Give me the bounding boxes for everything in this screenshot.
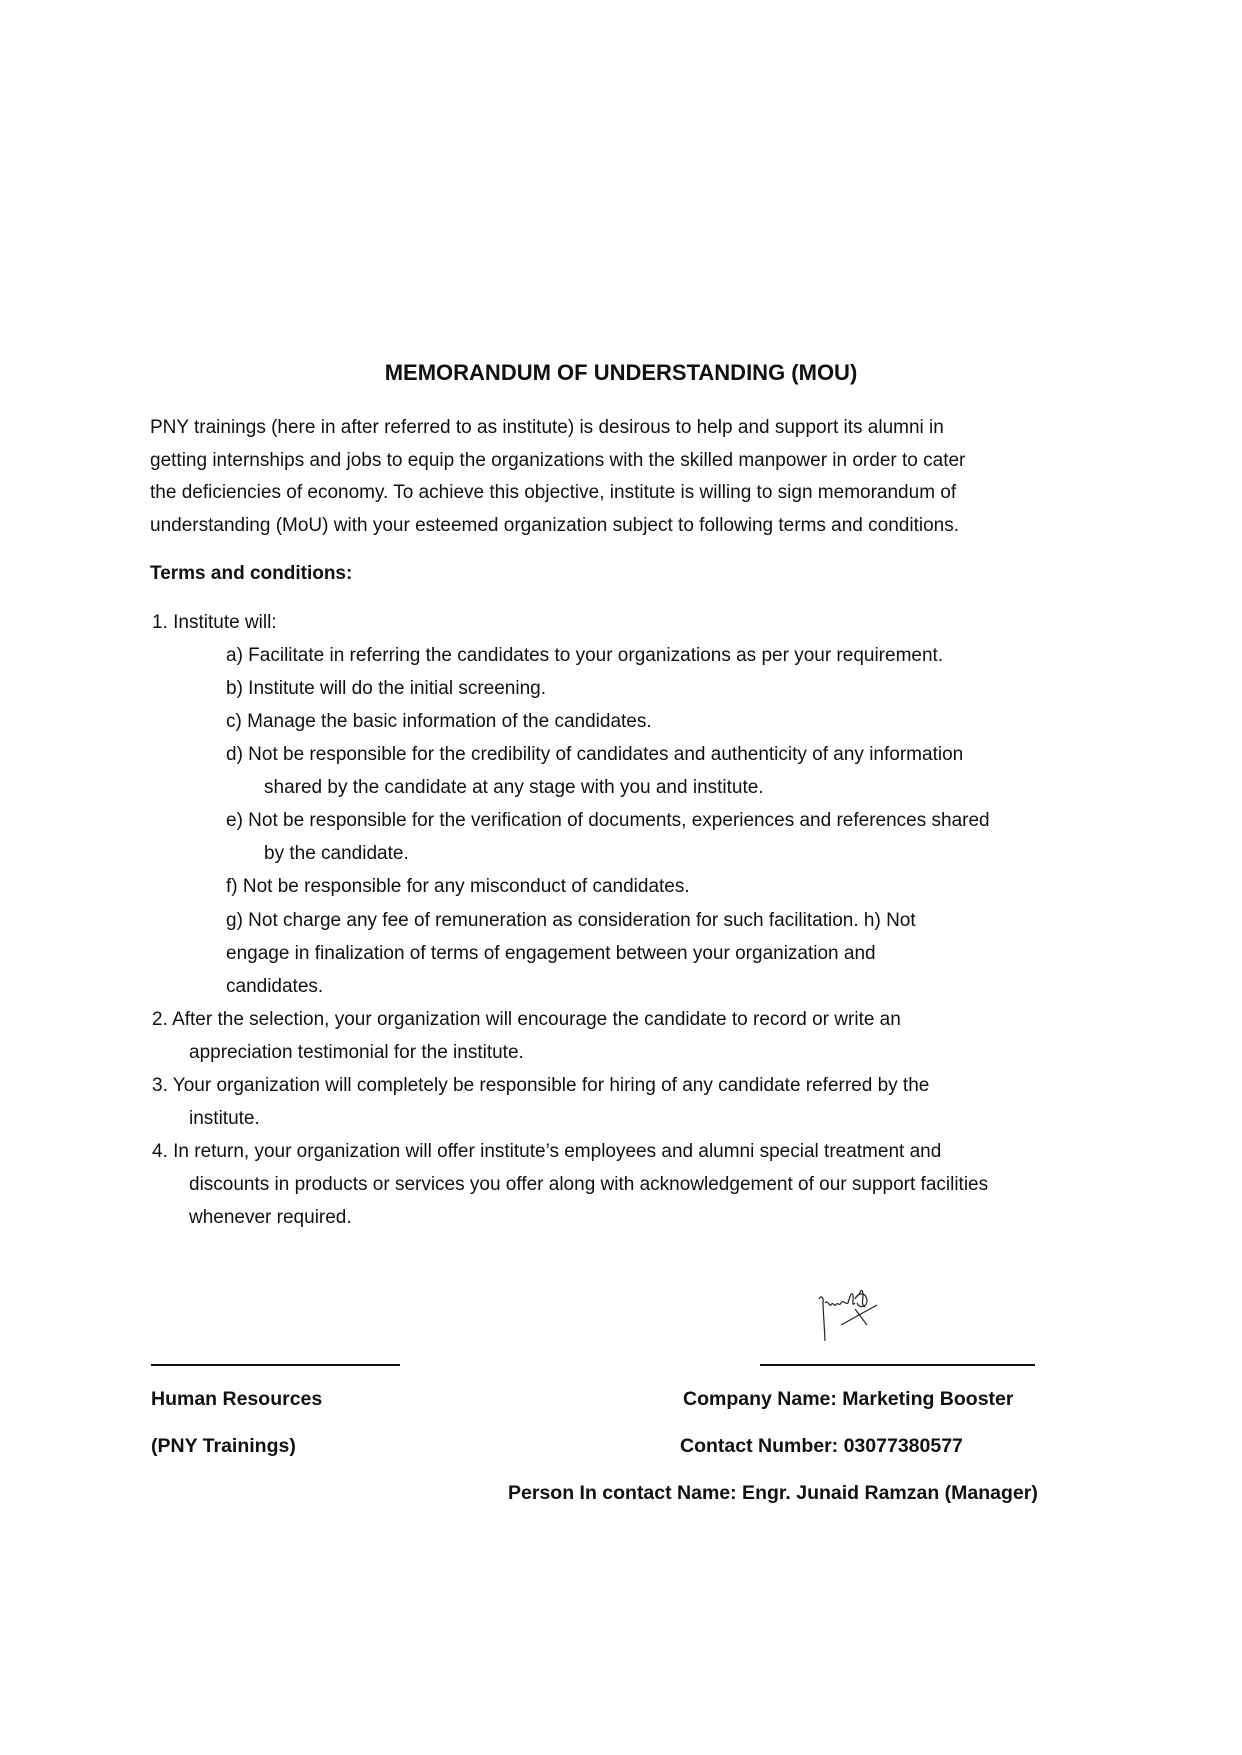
term-sub-g-cont: engage in finalization of terms of engagement between your organization and xyxy=(226,943,876,964)
terms-heading: Terms and conditions: xyxy=(150,563,353,584)
term-item-3-cont: institute. xyxy=(189,1108,260,1129)
term-sub-b: b) Institute will do the initial screening. xyxy=(226,678,546,699)
term-item-4: 4. In return, your organization will offer institute’s employees and alumni special treatment and xyxy=(152,1141,942,1162)
term-item-1: 1. Institute will: xyxy=(152,612,277,633)
document-title: MEMORANDUM OF UNDERSTANDING (MOU) xyxy=(384,360,858,385)
term-sub-e: e) Not be responsible for the verification of documents, experiences and references shared xyxy=(226,810,990,831)
right-company-name: Company Name: Marketing Booster xyxy=(683,1388,1014,1410)
intro-line: understanding (MoU) with your esteemed organization subject to following terms and conditions. xyxy=(150,514,959,536)
right-contact-person: Person In contact Name: Engr. Junaid Ramzan (Manager) xyxy=(508,1482,1038,1504)
intro-paragraph xyxy=(150,412,1090,542)
intro-line: PNY trainings (here in after referred to as institute) is desirous to help and support its alumni in xyxy=(150,417,944,438)
term-sub-e-cont: by the candidate. xyxy=(264,843,409,864)
term-sub-d: d) Not be responsible for the credibility of candidates and authenticity of any information xyxy=(226,744,964,765)
signature-line-left xyxy=(151,1364,400,1366)
signature-line-right xyxy=(760,1364,1035,1366)
term-sub-d-cont: shared by the candidate at any stage with you and institute. xyxy=(264,777,764,798)
signature-image xyxy=(815,1285,895,1347)
term-item-4-cont: discounts in products or services you offer along with acknowledgement of our support facilities xyxy=(189,1174,989,1195)
term-item-4-cont: whenever required. xyxy=(189,1207,352,1228)
term-item-3: 3. Your organization will completely be responsible for hiring of any candidate referred by the xyxy=(152,1075,930,1096)
intro-line: getting internships and jobs to equip the organizations with the skilled manpower in order to cater xyxy=(150,449,966,471)
right-contact-number: Contact Number: 03077380577 xyxy=(680,1435,963,1457)
intro-line: the deficiencies of economy. To achieve this objective, institute is willing to sign memorandum of xyxy=(150,482,957,503)
term-item-2-cont: appreciation testimonial for the institute. xyxy=(189,1042,524,1063)
left-signatory-org: (PNY Trainings) xyxy=(151,1435,296,1457)
left-signatory-dept: Human Resources xyxy=(151,1388,323,1410)
term-sub-c: c) Manage the basic information of the candidates. xyxy=(226,711,652,732)
term-sub-a: a) Facilitate in referring the candidates to your organizations as per your requirement. xyxy=(226,645,944,666)
term-sub-g-cont: candidates. xyxy=(226,976,324,997)
term-sub-g: g) Not charge any fee of remuneration as consideration for such facilitation. h) Not xyxy=(226,910,916,931)
term-sub-f: f) Not be responsible for any misconduct of candidates. xyxy=(226,876,690,897)
term-item-2: 2. After the selection, your organization will encourage the candidate to record or write an xyxy=(152,1009,901,1030)
